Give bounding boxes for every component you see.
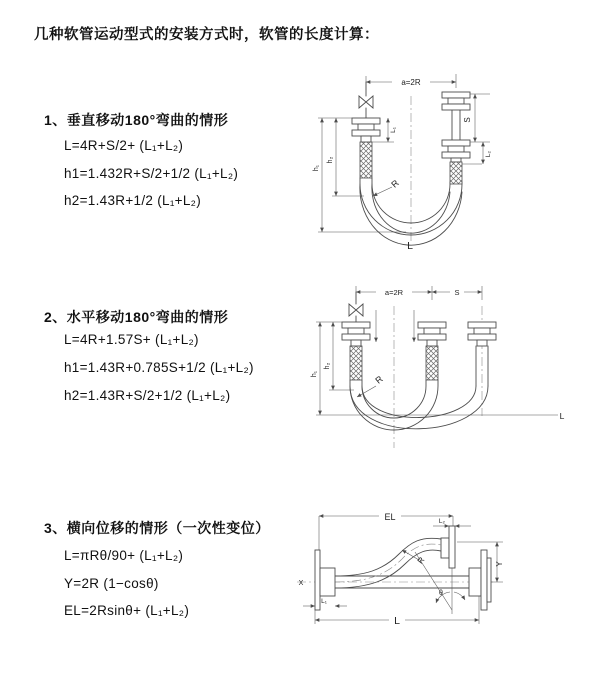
angle-label-theta: θ [439,590,443,597]
diagram-1-svg [306,66,586,258]
formula-line: h1=1.432R+S/2+1/2 (L₁+L₂) [64,166,239,181]
dim-label-r: R [373,373,385,386]
axis-label-x: X [298,580,304,587]
hose-curves [350,346,488,430]
diagram-vertical-movement [306,66,586,258]
formula-line: EL=2Rsinθ+ (L₁+L₂) [64,603,190,618]
section-2-heading: 2、水平移动180°弯曲的情形 [44,309,229,325]
braid-section [360,142,372,178]
dim-label-a2r: a=2R [384,288,404,297]
dim-label-l: L [559,411,565,421]
dim-label-a2r: a=2R [401,78,421,87]
section-3-heading: 3、横向位移的情形（一次性变位） [44,520,270,536]
dim-label-s: S [454,288,460,297]
dim-label-l2: L₂ [438,518,446,525]
dim-label-r: R [415,555,427,566]
formula-line: h1=1.43R+0.785S+1/2 (L₁+L₂) [64,360,254,375]
dim-label-l: L [394,615,400,627]
right-flange [468,322,496,346]
dim-label-y: Y [495,561,504,567]
section-1-heading: 1、垂直移动180°弯曲的情形 [44,112,229,128]
formula-line: L=4R+S/2+ (L₁+L₂) [64,138,184,153]
formula-line: Y=2R (1−cosθ) [64,576,159,591]
dim-label-h2: h₂ [327,156,334,164]
dim-label-l2: L₂ [485,150,492,158]
diagram-lateral-displacement [293,502,508,647]
page-title: 几种软管运动型式的安装方式时，软管的长度计算： [34,27,379,43]
dim-label-h2: h₂ [324,362,331,370]
dim-label-r: R [389,177,401,190]
formula-line: L=πRθ/90+ (L₁+L₂) [64,548,184,563]
dim-label-h1: h₁ [313,164,320,172]
hose-s-curve [335,538,441,588]
right-flange [469,550,491,610]
dim-label-l: L [407,240,413,252]
dim-label-h1: h₁ [311,370,318,378]
dim-label-l1: L₁ [321,598,327,605]
middle-flange [418,322,446,346]
left-flange [342,322,370,346]
dim-label-l1: L₁ [390,127,397,133]
braid-section [426,346,438,380]
dim-label-el: EL [384,512,396,522]
upper-flange [441,526,455,568]
diagram-horizontal-movement [306,276,591,461]
formula-line: L=4R+1.57S+ (L₁+L₂) [64,332,199,347]
formula-line: h2=1.43R+S/2+1/2 (L₁+L₂) [64,388,231,403]
dim-label-s: S [463,117,472,123]
formula-line: h2=1.43R+1/2 (L₁+L₂) [64,193,202,208]
diagram-3-svg [293,502,508,647]
braid-section [350,346,362,380]
diagram-2-svg [306,276,591,461]
right-leg [442,92,470,184]
left-flange [352,118,380,142]
